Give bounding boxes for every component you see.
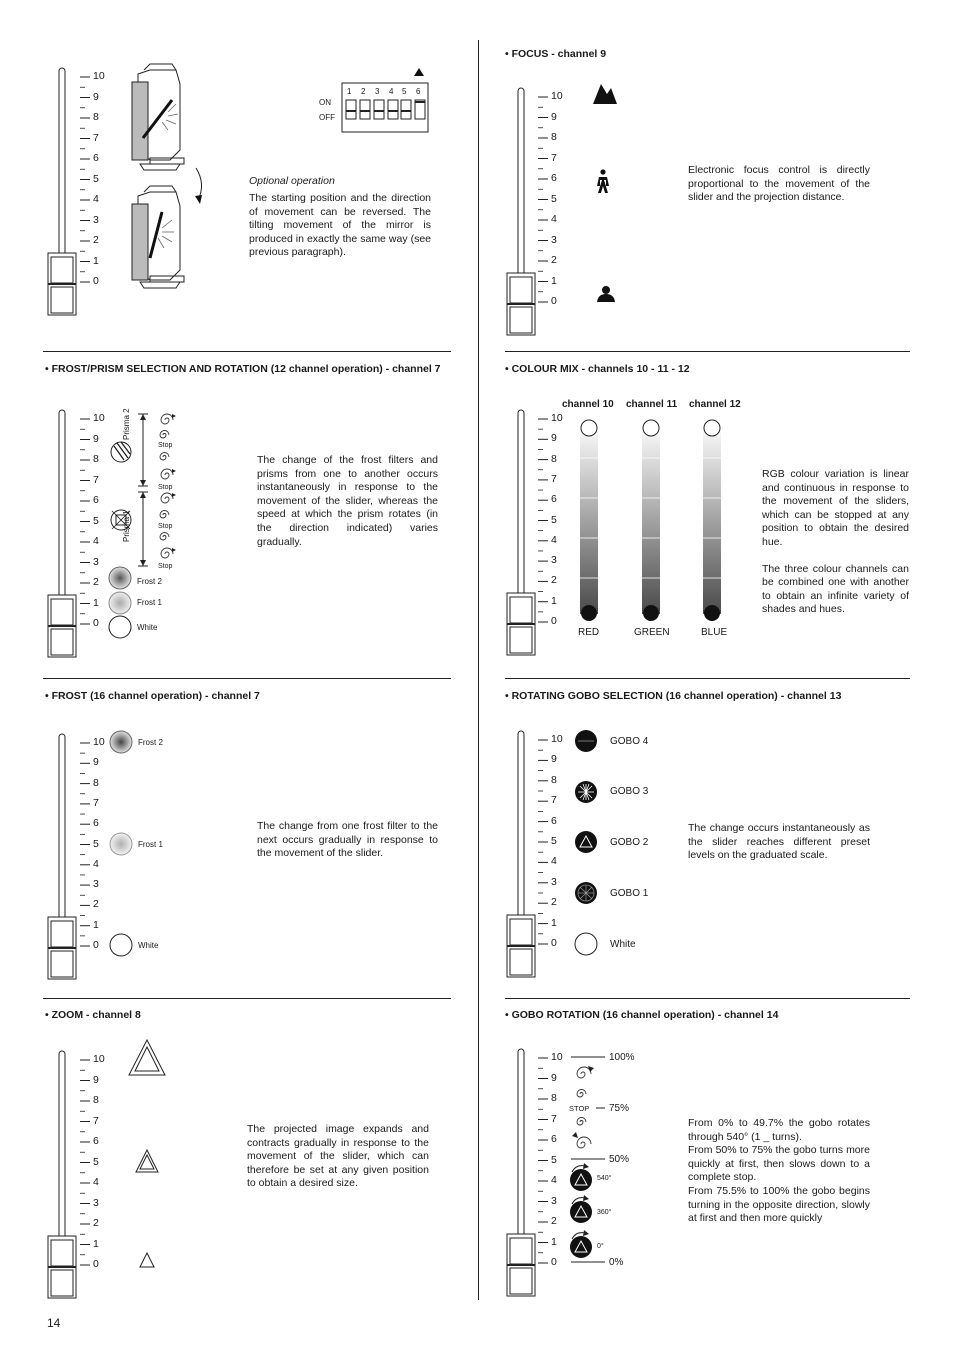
scale-label: 2 <box>93 1217 99 1229</box>
scale-label: 5 <box>551 192 557 205</box>
scale-label: 1 <box>93 918 99 931</box>
gobo-rotation-text <box>688 1117 870 1226</box>
dip-number: 6 <box>416 87 421 96</box>
white-label: White <box>610 939 636 950</box>
scale-label: 8 <box>93 453 99 465</box>
gobo-selection-text: The change occurs instantaneously as the slider reaches different preset levels on the graduated scale. <box>688 822 870 862</box>
scale-label: 6 <box>93 152 99 164</box>
gobo-rotation-heading: • GOBO ROTATION (16 channel operation) - channel 14 <box>505 1009 779 1021</box>
scale-label: 8 <box>551 452 557 465</box>
stop-label: Stop <box>158 484 173 491</box>
dip-off-label: OFF <box>319 113 335 122</box>
degree-0-label: 0° <box>597 1243 604 1250</box>
scale-label: 9 <box>551 110 557 123</box>
frost-prism-heading: • FROST/PRISM SELECTION AND ROTATION (12 channel operation) - channel 7 <box>45 363 441 375</box>
scale-label: 9 <box>93 756 99 769</box>
scale-label: 3 <box>551 875 557 888</box>
scale-label: 4 <box>551 533 557 546</box>
scale-label: 1 <box>551 1235 557 1248</box>
scale-label: 10 <box>551 733 563 745</box>
scale-label: 7 <box>93 473 99 486</box>
stop-label: STOP <box>569 1104 590 1113</box>
green-label: GREEN <box>634 627 670 638</box>
optional-operation-text: The starting position and the direction of movement can be reversed. The tilting movement of the mirror is produced in exactly the same way (see previous paragraph). <box>249 192 431 259</box>
scale-label: 7 <box>551 794 557 807</box>
dip-number: 4 <box>389 87 394 96</box>
scale-label: 5 <box>551 835 557 847</box>
scale-label: 7 <box>551 1112 557 1125</box>
gobo-rotation-text-2: From 50% to 75% the gobo turns more quickly at first, then slows down to a complete stop. <box>688 1144 870 1184</box>
focus-heading: • FOCUS - channel 9 <box>505 48 607 60</box>
scale-label: 9 <box>551 432 557 445</box>
scale-label: 7 <box>551 472 557 485</box>
scale-label: 10 <box>93 1053 105 1065</box>
scale-label: 3 <box>93 213 99 226</box>
scale-label: 4 <box>93 1176 99 1188</box>
scale-label: 3 <box>551 554 557 567</box>
frost-prism-text: The change of the frost filters and prisms from one to another occurs instantaneously in response to the movement of the slider, whereas the speed at which the prism rotates (in the direction indicated) varies gradually. <box>257 454 438 548</box>
degree-360-label: 360° <box>597 1209 612 1216</box>
dip-number: 5 <box>402 87 407 96</box>
scale-label: 5 <box>93 172 99 185</box>
frost2-label: Frost 2 <box>138 738 163 747</box>
scale-label: 2 <box>551 254 557 266</box>
scale-label: 2 <box>551 1215 557 1227</box>
scale-label: 6 <box>93 817 99 830</box>
scale-label: 10 <box>551 412 563 424</box>
gobo1-label: GOBO 1 <box>610 888 649 899</box>
scale-label: 3 <box>93 878 99 891</box>
scale-label: 10 <box>93 70 105 82</box>
scale-label: 9 <box>93 1073 99 1086</box>
scale-label: 1 <box>93 254 99 267</box>
frost1-label: Frost 1 <box>138 840 163 849</box>
scale-label: 6 <box>551 814 557 827</box>
zoom-text: The projected image expands and contracts gradually in response to the movement of the slider, which can therefore be set at any given position to obtain a desired size. <box>247 1123 429 1190</box>
scale-label: 9 <box>93 432 99 445</box>
scale-label: 10 <box>551 90 563 102</box>
scale-label: 0 <box>93 939 99 951</box>
scale-label: 4 <box>551 213 557 225</box>
scale-label: 8 <box>551 773 557 786</box>
stop-label: Stop <box>158 523 173 530</box>
focus-text: Electronic focus control is directly proportional to the movement of the slider and the projection distance. <box>688 164 870 204</box>
scale-label: 2 <box>93 898 99 911</box>
scale-label: 9 <box>551 1071 557 1084</box>
percent-50-label: 50% <box>609 1154 630 1165</box>
page-number: 14 <box>47 1316 61 1330</box>
scale-label: 4 <box>93 857 99 870</box>
frost16-heading: • FROST (16 channel operation) - channel 7 <box>45 690 260 702</box>
gobo2-label: GOBO 2 <box>610 837 649 848</box>
prisma2-label: Prisma 2 <box>122 408 131 440</box>
percent-75-label: 75% <box>609 1103 630 1114</box>
scale-label: 9 <box>551 753 557 766</box>
scale-label: 10 <box>551 1051 563 1063</box>
frost1-label: Frost 1 <box>137 598 162 607</box>
scale-label: 0 <box>551 937 557 949</box>
gobo-rotation-text-1: From 0% to 49.7% the gobo rotates through 540° (1 _ turns). <box>688 1117 870 1143</box>
scale-label: 4 <box>93 193 99 205</box>
channel11-label: channel 11 <box>626 399 678 410</box>
scale-label: 6 <box>93 494 99 506</box>
scale-label: 3 <box>93 1196 99 1209</box>
gobo-rotation-text-3: From 75.5% to 100% the gobo begins turning in the opposite direction, slowly at first and then more quickly <box>688 1184 870 1225</box>
scale-label: 4 <box>93 535 99 547</box>
blue-label: BLUE <box>701 627 728 638</box>
channel12-label: channel 12 <box>689 399 741 410</box>
scale-label: 7 <box>93 1114 99 1127</box>
scale-label: 8 <box>551 1092 557 1104</box>
scale-label: 9 <box>93 90 99 103</box>
scale-label: 5 <box>551 513 557 526</box>
dip-number: 2 <box>361 87 366 96</box>
zoom-heading: • ZOOM - channel 8 <box>45 1009 141 1021</box>
colour-mix-text-2: The three colour channels can be combined one with another to obtain an infinite variety of shades and hues. <box>762 562 909 616</box>
scale-label: 2 <box>93 234 99 246</box>
prisma1-label: Prisma 1 <box>122 510 131 542</box>
scale-label: 1 <box>93 596 99 609</box>
scale-label: 4 <box>551 855 557 868</box>
scale-label: 7 <box>93 131 99 144</box>
scale-label: 5 <box>551 1153 557 1166</box>
scale-label: 2 <box>551 896 557 909</box>
scale-label: 5 <box>93 514 99 527</box>
percent-100-label: 100% <box>609 1052 635 1063</box>
scale-label: 8 <box>93 1094 99 1106</box>
scale-label: 7 <box>551 151 557 164</box>
scale-label: 6 <box>551 493 557 506</box>
degree-540-label: 540° <box>597 1175 612 1182</box>
dip-number: 1 <box>347 87 352 96</box>
scale-label: 6 <box>551 172 557 184</box>
scale-label: 3 <box>551 1194 557 1207</box>
scale-label: 6 <box>551 1133 557 1145</box>
scale-label: 7 <box>93 796 99 809</box>
frost16-text: The change from one frost filter to the next occurs gradually in response to the movement of the slider. <box>257 820 438 860</box>
colour-mix-heading: • COLOUR MIX - channels 10 - 11 - 12 <box>505 363 690 375</box>
scale-label: 4 <box>551 1174 557 1186</box>
scale-label: 6 <box>93 1135 99 1147</box>
scale-label: 0 <box>93 275 99 287</box>
white-label: White <box>138 941 159 950</box>
scale-label: 5 <box>93 837 99 850</box>
scale-label: 5 <box>93 1155 99 1168</box>
colour-mix-text-1: RGB colour variation is linear and continuous in response to the movement of the sliders, which can be stopped at any position to obtain the desired hue. <box>762 468 909 548</box>
white-label: White <box>137 623 158 632</box>
scale-label: 0 <box>551 615 557 627</box>
scale-label: 1 <box>551 594 557 607</box>
stop-label: Stop <box>158 442 173 449</box>
scale-label: 8 <box>93 111 99 123</box>
scale-label: 1 <box>551 916 557 929</box>
gobo3-label: GOBO 3 <box>610 786 649 797</box>
scale-label: 0 <box>93 617 99 629</box>
scale-label: 1 <box>551 274 557 287</box>
dip-on-label: ON <box>319 98 331 107</box>
scale-label: 10 <box>93 736 105 748</box>
red-label: RED <box>578 627 600 638</box>
scale-label: 8 <box>93 776 99 789</box>
dip-number: 3 <box>375 87 380 96</box>
scale-label: 2 <box>93 576 99 588</box>
scale-label: 3 <box>551 233 557 246</box>
scale-label: 3 <box>93 555 99 568</box>
scale-label: 0 <box>551 295 557 307</box>
gobo-selection-heading: • ROTATING GOBO SELECTION (16 channel operation) - channel 13 <box>505 690 842 702</box>
scale-label: 2 <box>551 574 557 587</box>
scale-label: 8 <box>551 131 557 143</box>
stop-label: Stop <box>158 563 173 570</box>
channel10-label: channel 10 <box>562 399 614 410</box>
scale-label: 1 <box>93 1237 99 1250</box>
gobo4-label: GOBO 4 <box>610 736 649 747</box>
scale-label: 0 <box>551 1256 557 1268</box>
scale-label: 10 <box>93 412 105 424</box>
scale-label: 0 <box>93 1258 99 1270</box>
optional-operation-subtitle: Optional operation <box>249 175 335 187</box>
frost2-label: Frost 2 <box>137 577 162 586</box>
percent-0-label: 0% <box>609 1257 624 1268</box>
